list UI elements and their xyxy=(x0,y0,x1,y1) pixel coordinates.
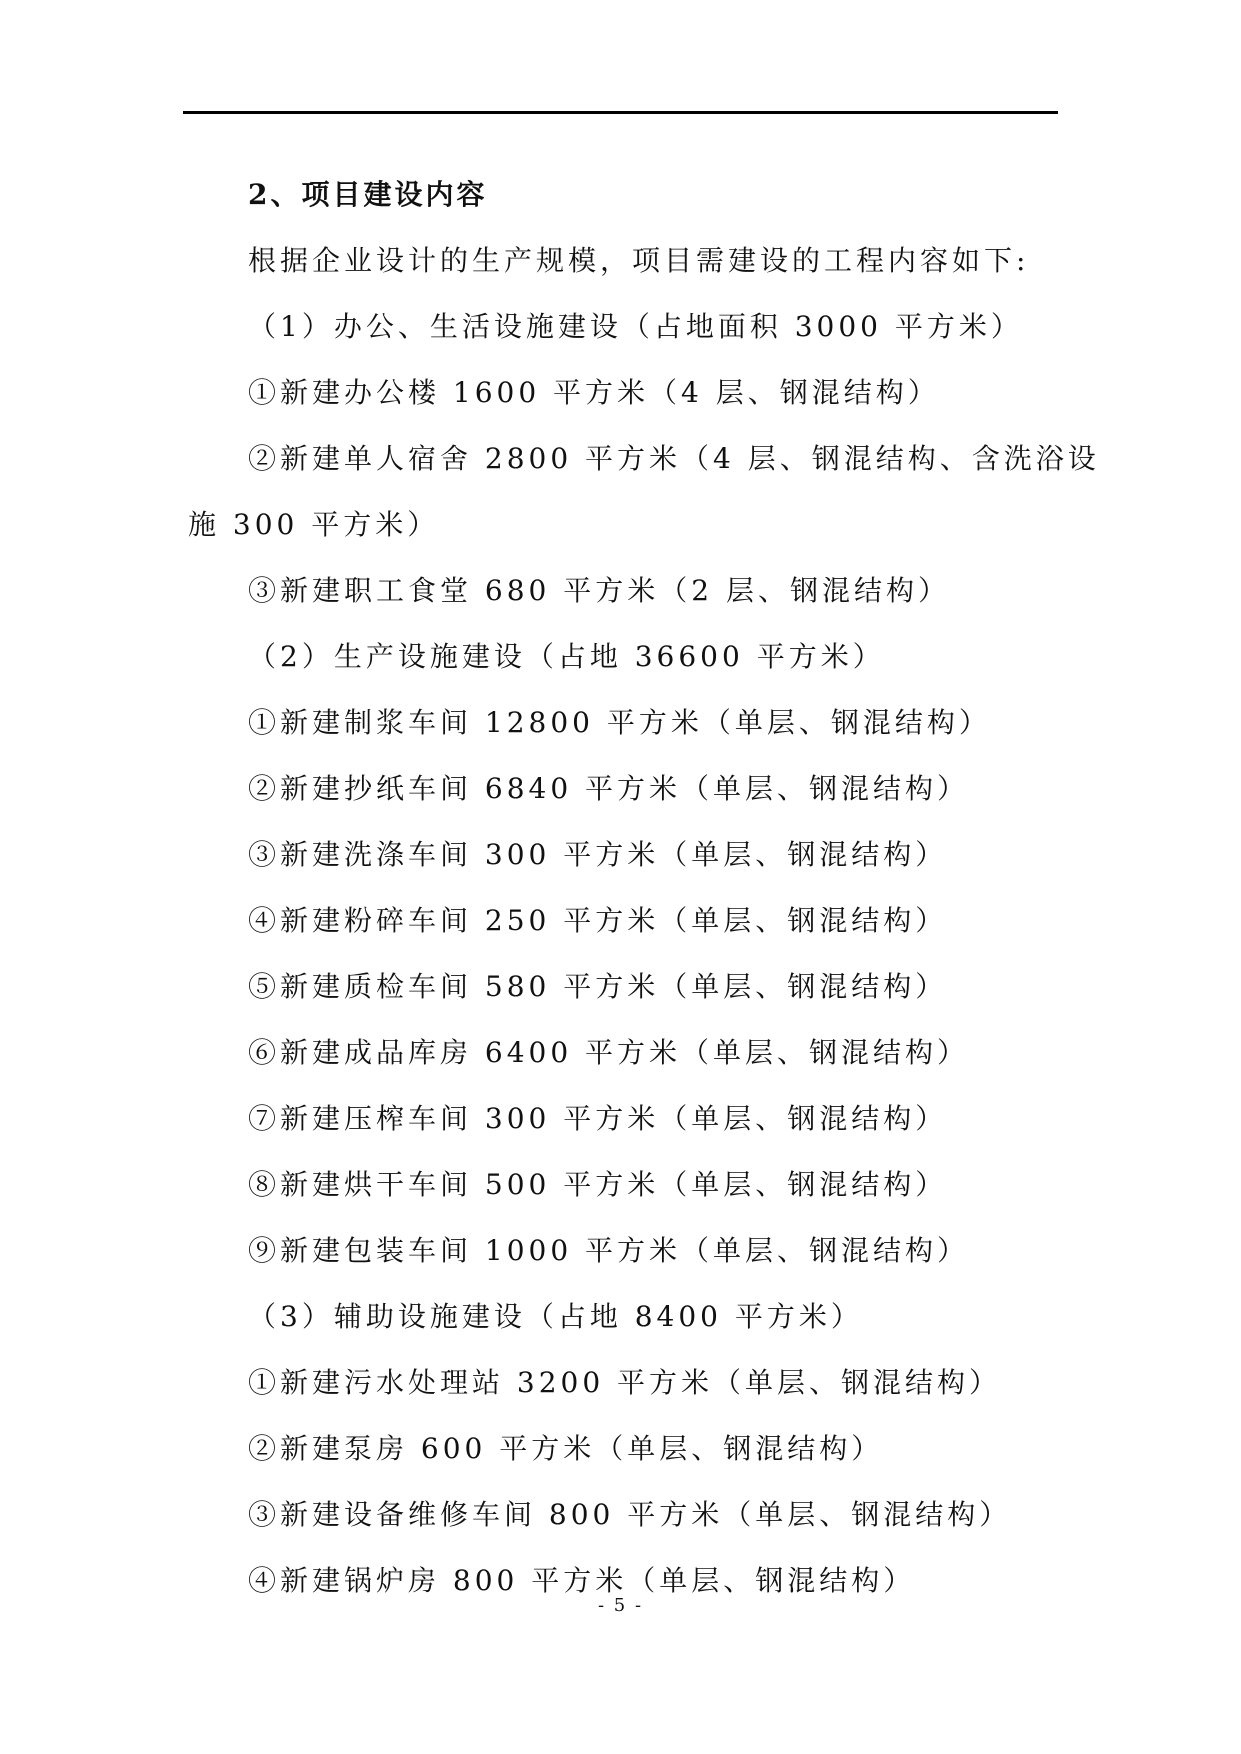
section-heading: 2、项目建设内容 xyxy=(248,178,488,211)
list-item: ①新建制浆车间 12800 平方米（单层、钢混结构） xyxy=(248,706,991,739)
subsection-title: （2）生产设施建设（占地 36600 平方米） xyxy=(248,640,885,673)
page-number: - 5 - xyxy=(597,1595,644,1616)
list-item: ⑧新建烘干车间 500 平方米（单层、钢混结构） xyxy=(248,1168,948,1201)
list-item: ①新建污水处理站 3200 平方米（单层、钢混结构） xyxy=(248,1366,1002,1399)
list-item: ②新建单人宿舍 2800 平方米（4 层、钢混结构、含洗浴设 xyxy=(248,442,1100,475)
header-rule xyxy=(183,111,1058,114)
intro-paragraph: 根据企业设计的生产规模，项目需建设的工程内容如下: xyxy=(248,244,1030,277)
list-item: ③新建设备维修车间 800 平方米（单层、钢混结构） xyxy=(248,1498,1012,1531)
list-item: ⑤新建质检车间 580 平方米（单层、钢混结构） xyxy=(248,970,948,1003)
subsection-title: （1）办公、生活设施建设（占地面积 3000 平方米） xyxy=(248,310,1023,343)
list-item: ④新建粉碎车间 250 平方米（单层、钢混结构） xyxy=(248,904,948,937)
subsection-title: （3）辅助设施建设（占地 8400 平方米） xyxy=(248,1300,863,1333)
list-item: ②新建泵房 600 平方米（单层、钢混结构） xyxy=(248,1432,884,1465)
list-item: ②新建抄纸车间 6840 平方米（单层、钢混结构） xyxy=(248,772,970,805)
list-item-continuation: 施 300 平方米） xyxy=(188,508,440,541)
list-item: ⑥新建成品库房 6400 平方米（单层、钢混结构） xyxy=(248,1036,970,1069)
list-item: ⑦新建压榨车间 300 平方米（单层、钢混结构） xyxy=(248,1102,948,1135)
list-item: ④新建锅炉房 800 平方米（单层、钢混结构） xyxy=(248,1564,916,1597)
list-item: ①新建办公楼 1600 平方米（4 层、钢混结构） xyxy=(248,376,940,409)
list-item: ⑨新建包装车间 1000 平方米（单层、钢混结构） xyxy=(248,1234,970,1267)
list-item: ③新建洗涤车间 300 平方米（单层、钢混结构） xyxy=(248,838,948,871)
list-item: ③新建职工食堂 680 平方米（2 层、钢混结构） xyxy=(248,574,950,607)
